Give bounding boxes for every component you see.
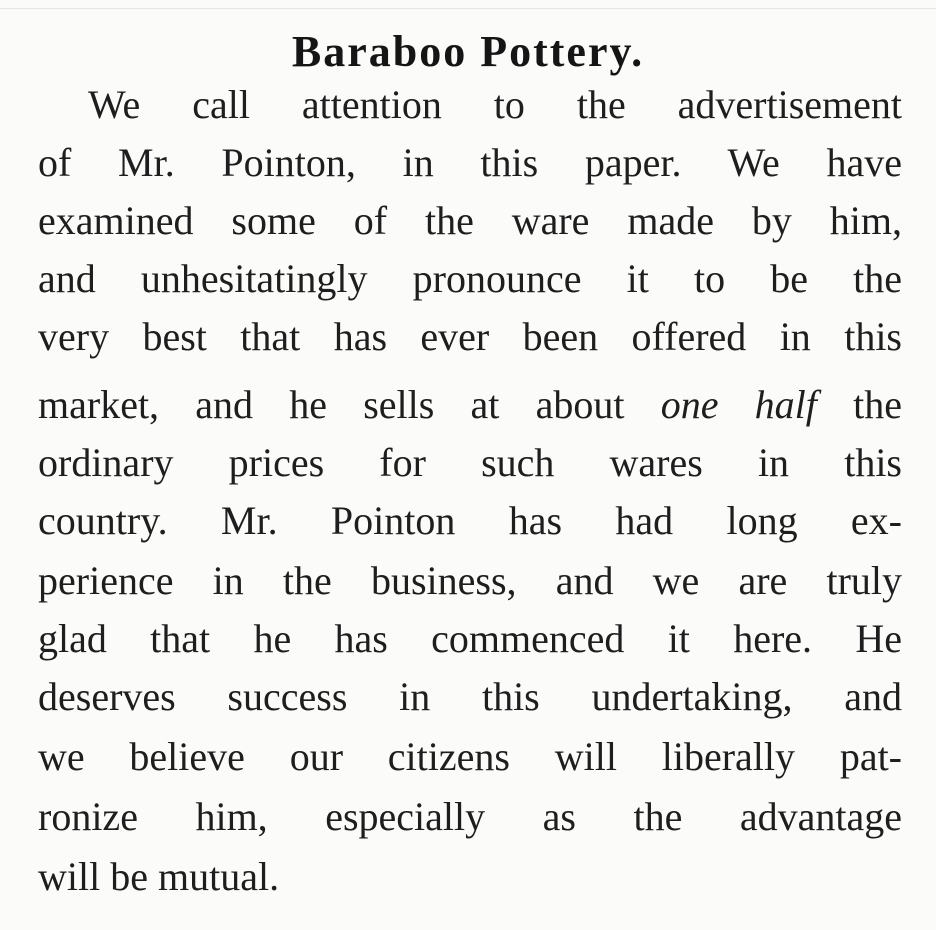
article-line: perience in the business, and we are truly	[38, 558, 902, 603]
article-line: we believe our citizens will liberally pat-	[38, 734, 902, 779]
article-line: and unhesitatingly pronounce it to be the	[38, 256, 902, 301]
top-border	[0, 8, 936, 9]
article-line: country. Mr. Pointon has had long ex-	[38, 498, 902, 543]
article-line: of Mr. Pointon, in this paper. We have	[38, 140, 902, 185]
article-line: ronize him, especially as the advantage	[38, 794, 902, 839]
article-line-text: market, and he sells at about	[38, 382, 625, 427]
article-line: glad that he has commenced it here. He	[38, 616, 902, 661]
article-line-text: the	[853, 382, 902, 427]
italic-emphasis: one half	[660, 382, 817, 427]
article-headline: Baraboo Pottery.	[291, 27, 645, 76]
article-line: examined some of the ware made by him,	[38, 198, 902, 243]
article-line: very best that has ever been offered in this	[38, 314, 902, 359]
article-line: We call attention to the advertisement	[88, 82, 902, 127]
article-line: will be mutual.	[38, 854, 280, 899]
article-line: deserves success in this undertaking, and	[38, 674, 902, 719]
article-line	[38, 376, 902, 434]
article-line: ordinary prices for such wares in this	[38, 440, 902, 485]
